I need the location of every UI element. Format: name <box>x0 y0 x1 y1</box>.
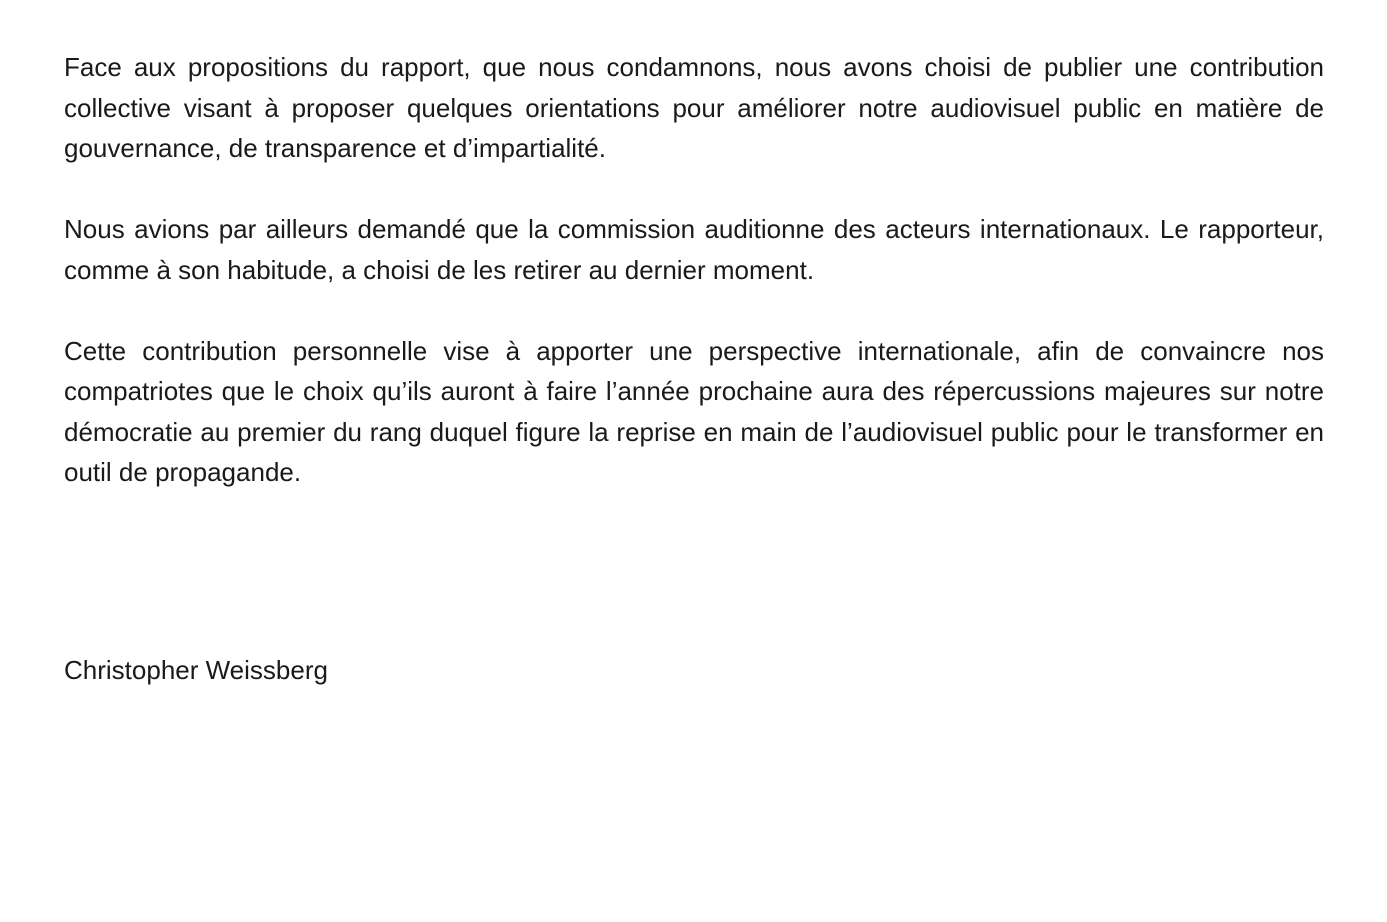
paragraph-2: Nous avions par ailleurs demandé que la commission auditionne des acteurs internationaux. Le rapporteur, comme à son habitude, a choisi de les retirer au dernier moment. <box>64 214 1324 285</box>
paragraph-3: Cette contribution personnelle vise à apporter une perspective internationale, afin de convaincre nos compatriotes que le choix qu’ils auront à faire l’année prochaine aura des répercussions majeures sur notre démocratie au premier du rang duquel figure la reprise en main de l’audiovisuel public pour le transformer en outil de propagande. <box>64 335 1324 487</box>
signature: Christopher Weissberg <box>64 655 328 685</box>
paragraph-1: Face aux propositions du rapport, que nous condamnons, nous avons choisi de publier une contribution collective visant à proposer quelques orientations pour améliorer notre audiovisuel public en matière de gouvernance, de transparence et d’impartialité. <box>64 52 1324 163</box>
document-body <box>64 47 1324 533</box>
